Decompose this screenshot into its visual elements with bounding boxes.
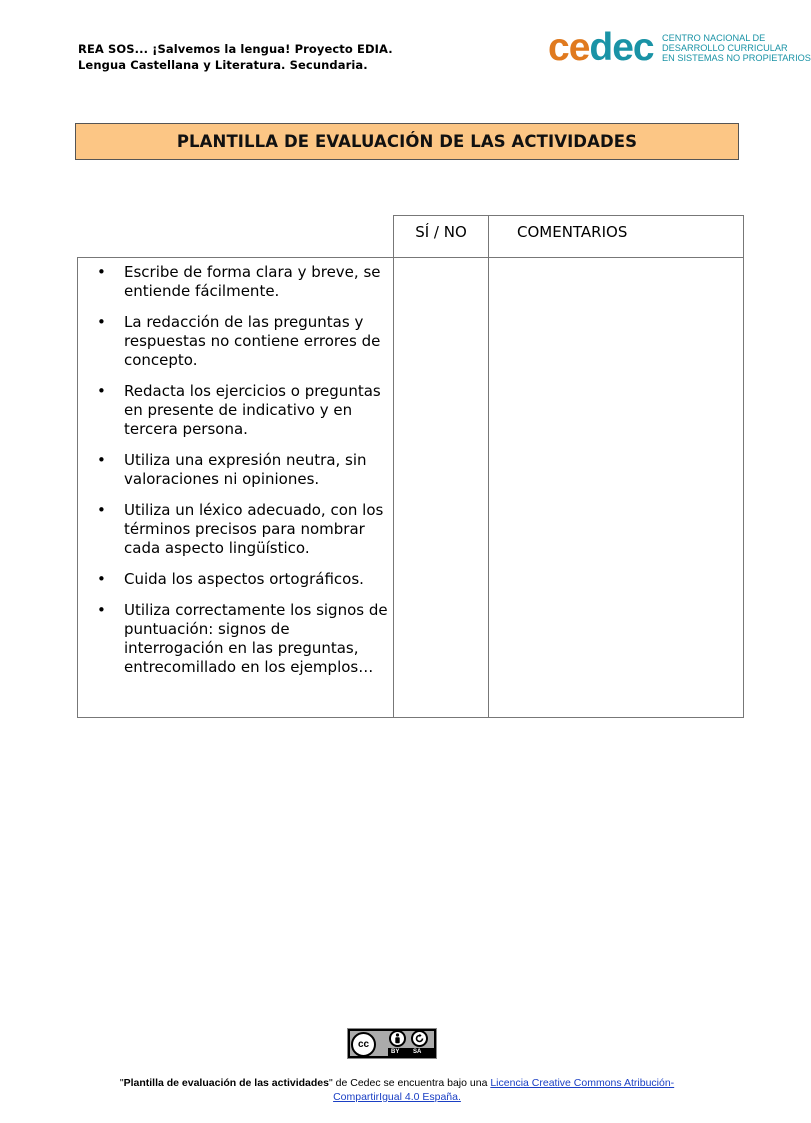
yes-no-cell: [393, 257, 489, 718]
list-item: • Utiliza una expresión neutra, sin valoraciones ni opiniones.: [78, 451, 390, 489]
header-yes-no: SÍ / NO: [415, 223, 467, 241]
list-item: • La redacción de las preguntas y respuestas no contiene errores de concepto.: [78, 313, 390, 370]
list-item: • Utiliza correctamente los signos de puntuación: signos de interrogación en las preguntas, entrecomillado en los ejemplos…: [78, 601, 390, 677]
cc-icon: cc: [351, 1032, 376, 1057]
footer-text: de Cedec se encuentra bajo una: [332, 1077, 491, 1089]
license-footer: "Plantilla de evaluación de las actividades" de Cedec se encuentra bajo una Licencia Creative Commons Atribución- CompartirIgual 4.0 España.: [119, 1077, 675, 1103]
list-item: • Escribe de forma clara y breve, se entiende fácilmente.: [78, 263, 390, 301]
page-title: PLANTILLA DE EVALUACIÓN DE LAS ACTIVIDADES: [176, 132, 638, 151]
document-header: [78, 41, 393, 73]
by-label: BY: [391, 1049, 400, 1055]
header-comments: COMENTARIOS: [517, 223, 628, 241]
license-link-line-1[interactable]: Licencia Creative Commons Atribución-: [490, 1077, 675, 1089]
list-item: • Utiliza un léxico adecuado, con los términos precisos para nombrar cada aspecto lingüístico.: [78, 501, 390, 558]
cc-by-sa-badge[interactable]: [347, 1028, 437, 1059]
attribution-icon: [389, 1030, 406, 1047]
logo-subtitle: CENTRO NACIONAL DE DESARROLLO CURRICULAR EN SISTEMAS NO PROPIETARIOS: [662, 33, 811, 63]
header-line-1: REA SOS... ¡Salvemos la lengua! Proyecto EDIA.: [78, 42, 393, 56]
list-item: • Redacta los ejercicios o preguntas en presente de indicativo y en tercera persona.: [78, 382, 390, 439]
criteria-list: [78, 263, 390, 689]
header-line-2: Lengua Castellana y Literatura. Secundaria.: [78, 58, 368, 72]
list-item: • Cuida los aspectos ortográficos.: [78, 570, 390, 589]
work-title: Plantilla de evaluación de las actividades: [123, 1077, 329, 1089]
sa-label: SA: [413, 1049, 422, 1055]
page-title-box: [75, 123, 739, 160]
share-alike-icon: [411, 1030, 428, 1047]
comments-cell: [488, 257, 744, 718]
cedec-logo: [548, 26, 811, 70]
license-link-line-2[interactable]: CompartirIgual 4.0 España.: [333, 1091, 461, 1103]
logo-wordmark: cedec: [548, 26, 654, 69]
